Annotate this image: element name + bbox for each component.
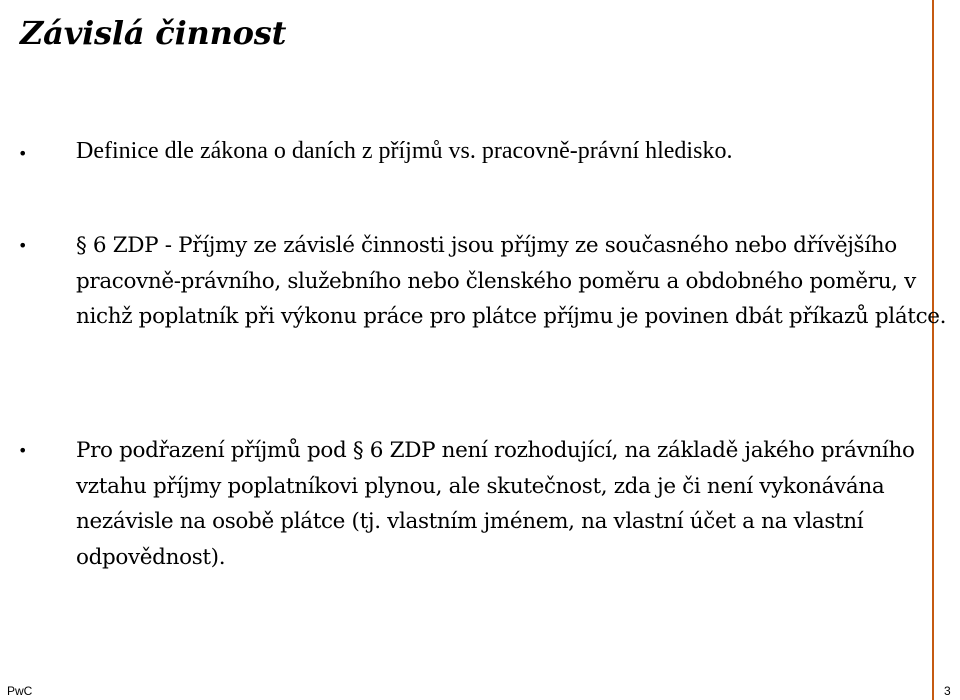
- bullet-item-1: [18, 137, 928, 177]
- bullet-item-3: [18, 433, 928, 583]
- bullet-text-3: Pro podřazení příjmů pod § 6 ZDP není rozhodující, na základě jakého právního vztahu příjmy poplatníkovi plynou, ale skutečnost, zda je či není vykonávána nezávisle na osobě plátce (tj. vlastním jménem, na vlastní účet a na vlastní odpovědnost).: [76, 438, 915, 570]
- bullet-text-2: § 6 ZDP - Příjmy ze závislé činnosti jsou příjmy ze současného nebo dřívějšího pracovně-právního, služebního nebo členského poměru a obdobného poměru, v nichž poplatník při výkonu práce pro plátce příjmu je povinen dbát příkazů plátce.: [76, 233, 947, 329]
- accent-divider: [932, 0, 934, 700]
- bullet-dot: •: [18, 144, 28, 163]
- bullet-text-1: Definice dle zákona o daních z příjmů vs. pracovně-právní hledisko.: [76, 138, 733, 164]
- page-number: 3: [944, 684, 951, 698]
- bullet-item-2: [18, 228, 947, 378]
- bullet-dot: •: [18, 236, 28, 255]
- footer-brand: PwC: [7, 684, 33, 698]
- slide-title: Závislá činnost: [20, 14, 287, 52]
- bullet-dot: •: [18, 441, 28, 460]
